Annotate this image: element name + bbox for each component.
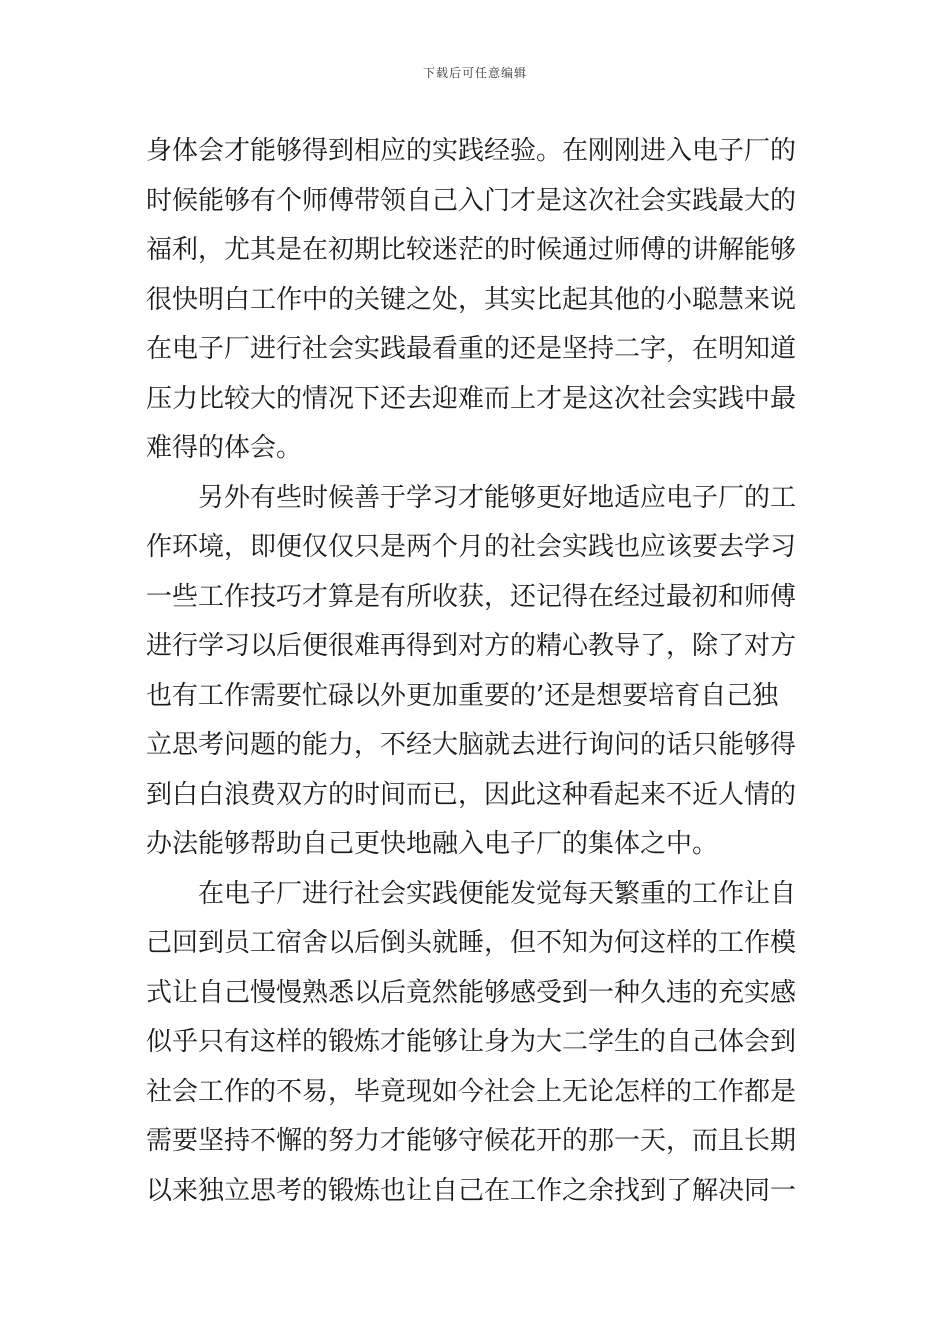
text-line: 作环境，即便仅仅只是两个月的社会实践也应该要去学习 [146,532,797,562]
text-line: 进行学习以后便很难再得到对方的精心教导了，除了对方 [146,631,797,661]
text-line: 压力比较大的情况下还去迎难而上才是这次社会实践中最 [146,383,797,414]
page-header: 下载后可任意编辑 [422,66,527,80]
text-line: 办法能够帮助自己更快地融入电子厂的集体之中。 [146,829,719,859]
text-line: 立思考问题的能力，不经大脑就去进行询问的话只能够得 [146,730,797,760]
text-line: 一些工作技巧才算是有所收获，还记得在经过最初和师傅 [146,581,797,612]
paragraph-first-line: 在电子厂进行社会实践便能发觉每天繁重的工作让自 [198,878,797,909]
body-text [146,127,808,1216]
text-line: 福利，尤其是在初期比较迷茫的时候通过师傅的讲解能够 [146,235,797,265]
text-line: 式让自己慢慢熟悉以后竟然能够感受到一种久违的充实感 [146,977,797,1008]
text-line: 在电子厂进行社会实践最看重的还是坚持二字，在明知道 [146,334,797,364]
text-line: 社会工作的不易，毕竟现如今社会上无论怎样的工作都是 [146,1076,797,1107]
text-line: 难得的体会。 [146,433,303,463]
text-line: 需要坚持不懈的努力才能够守候花开的那一天，而且长期 [146,1126,797,1156]
text-line: 时候能够有个师傅带领自己入门才是这次社会实践最大的 [146,185,797,216]
text-line: 以来独立思考的锻炼也让自己在工作之余找到了解决同一 [146,1175,797,1206]
paragraph-first-line: 另外有些时候善于学习才能够更好地适应电子厂的工 [198,482,797,513]
text-line: 似乎只有这样的锻炼才能够让身为大二学生的自己体会到 [146,1027,797,1057]
text-line: 身体会才能够得到相应的实践经验。在刚刚进入电子厂的 [146,136,797,166]
text-line: 到白白浪费双方的时间而已，因此这种看起来不近人情的 [146,779,797,810]
text-line: 己回到员工宿舍以后倒头就睡，但不知为何这样的工作模 [146,928,797,958]
text-line: 也有工作需要忙碌以外更加重要的’还是想要培育自己独 [146,680,779,711]
text-line: 很快明白工作中的关键之处，其实比起其他的小聪慧来说 [146,284,797,315]
